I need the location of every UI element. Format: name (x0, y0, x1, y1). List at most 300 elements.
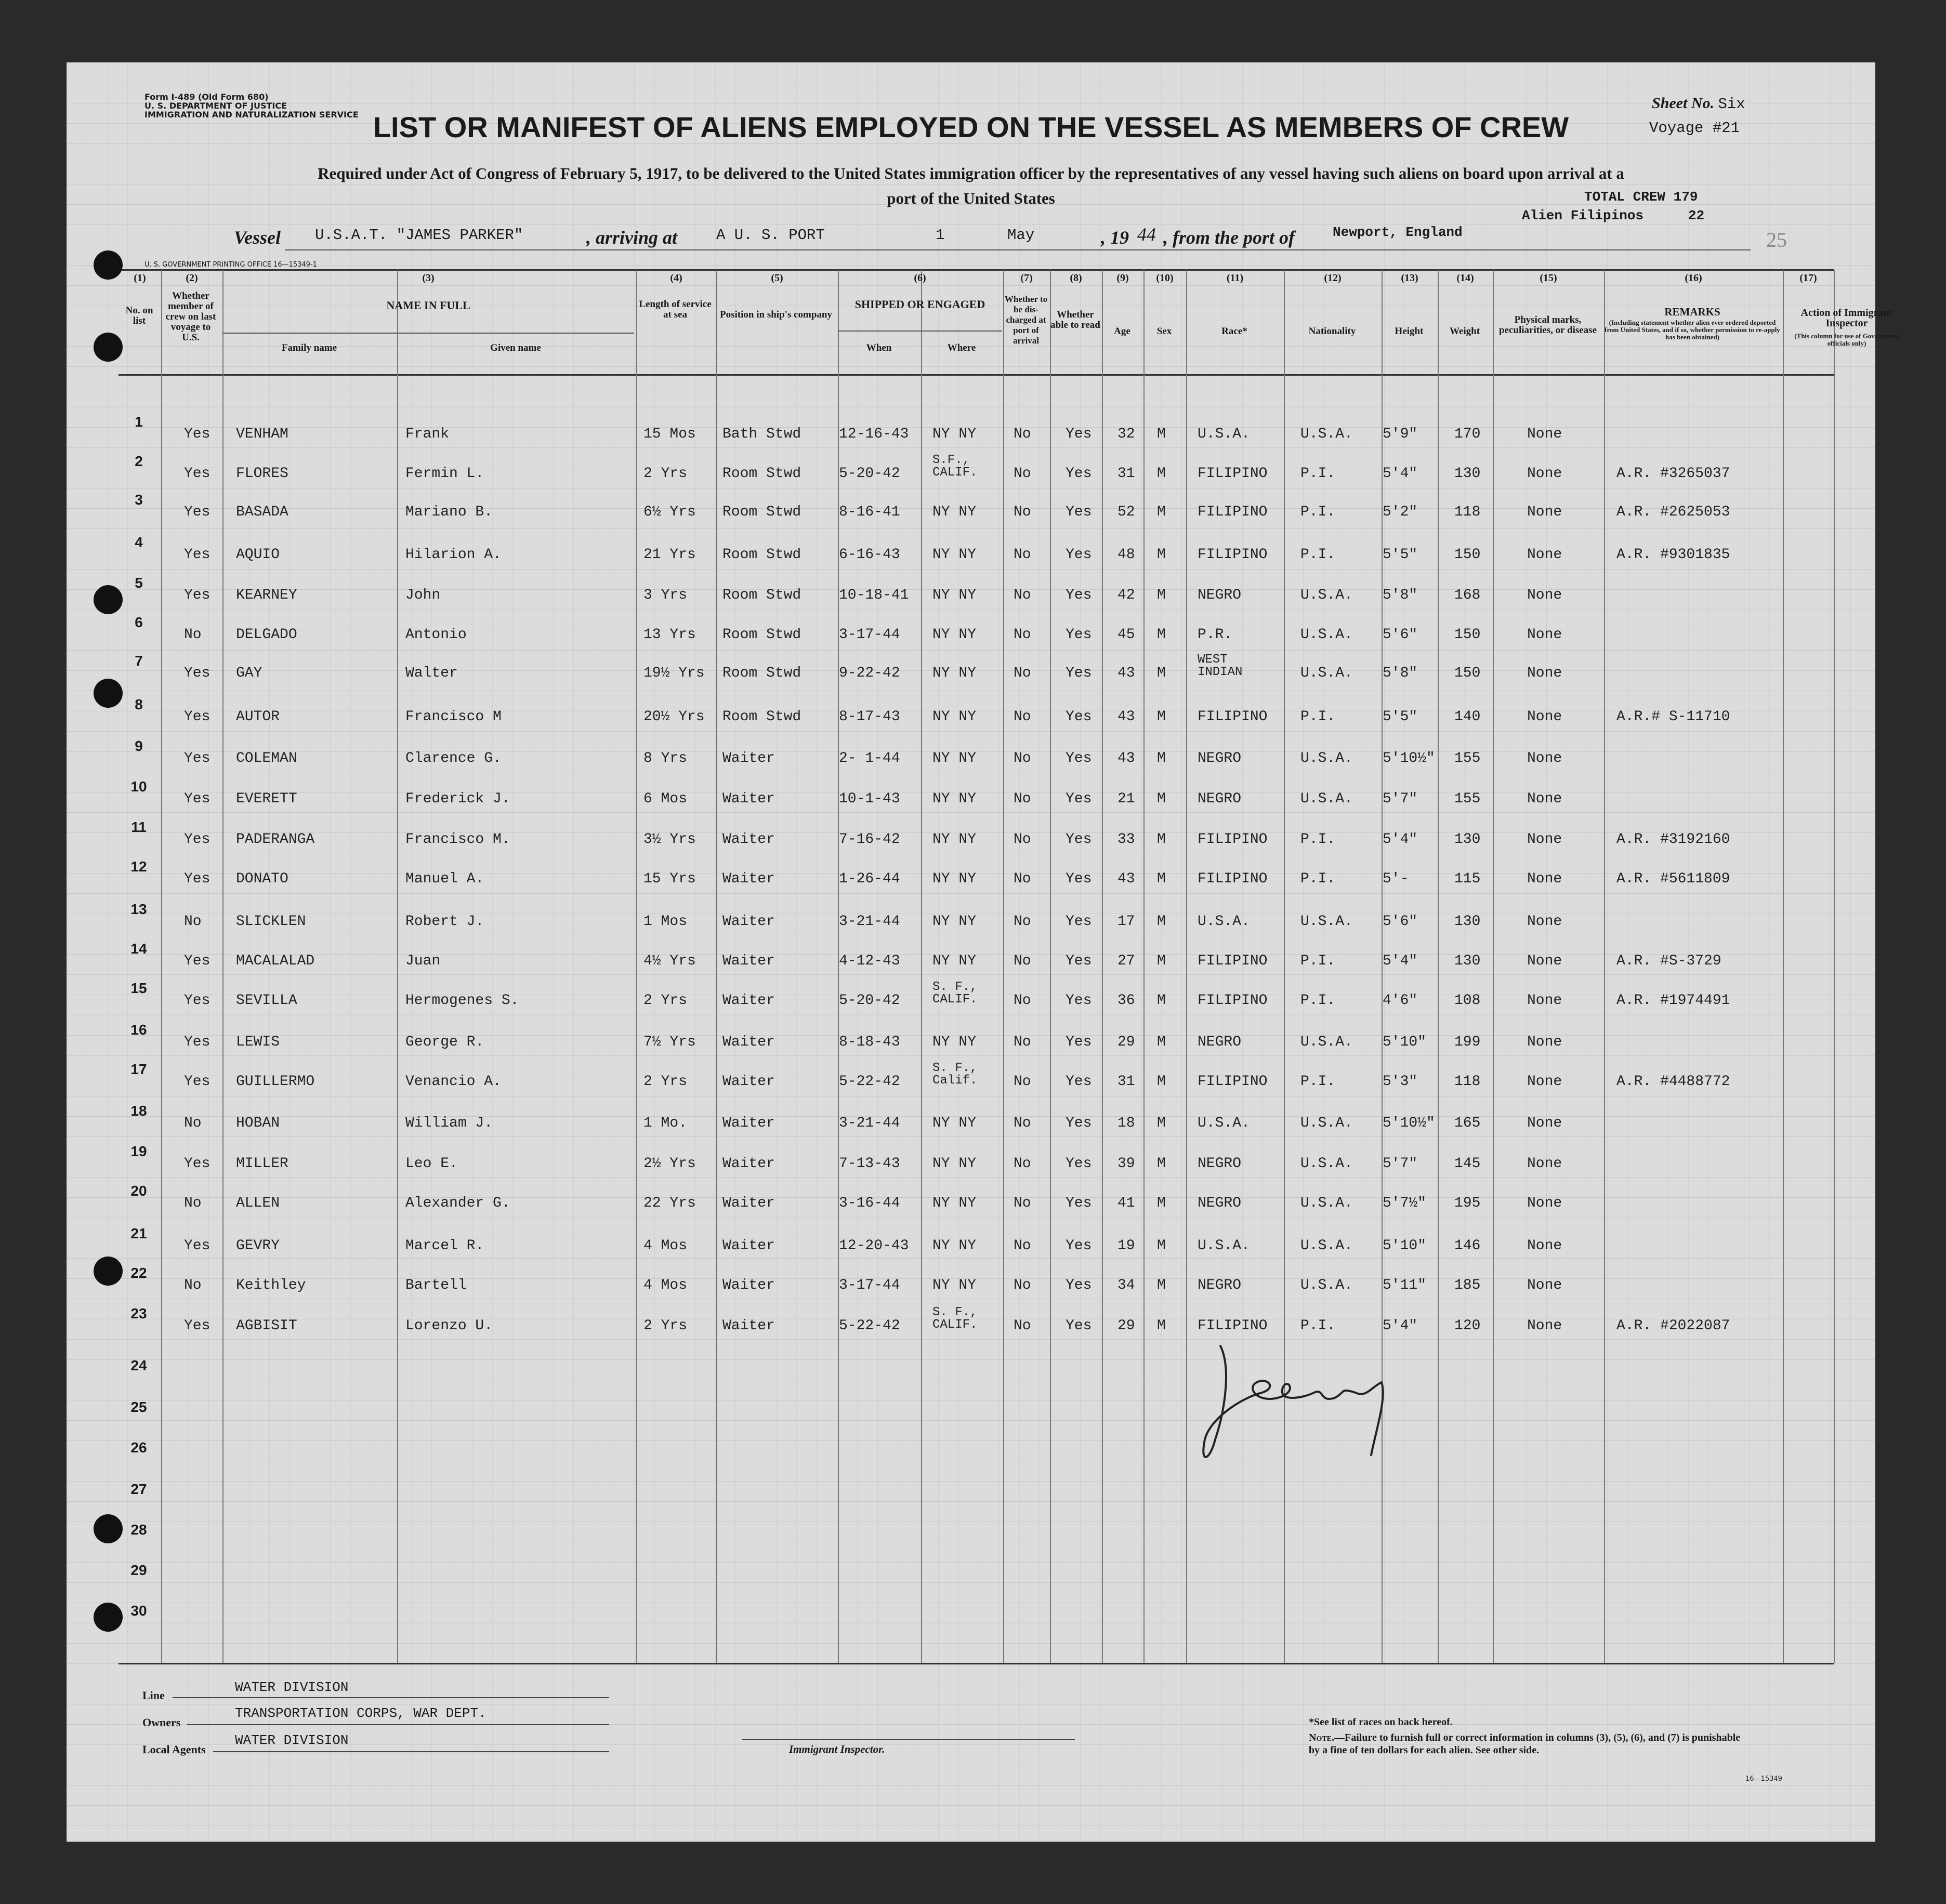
discharged-cell: No (1014, 1277, 1031, 1293)
binder-hole (94, 679, 123, 708)
age-cell: 33 (1117, 831, 1135, 848)
agents-value: WATER DIVISION (235, 1733, 349, 1748)
physical-marks-cell: None (1527, 547, 1562, 563)
sex-cell: M (1157, 1277, 1166, 1293)
nationality-cell: U.S.A. (1300, 587, 1353, 603)
discharged-cell: No (1014, 953, 1031, 969)
column-divider (1102, 270, 1103, 1663)
shipped-when-cell: 7-13-43 (839, 1156, 900, 1172)
given-name-cell: Hilarion A. (405, 547, 502, 563)
weight-cell: 168 (1454, 587, 1481, 603)
nationality-cell: P.I. (1300, 466, 1336, 482)
nationality-cell: P.I. (1300, 709, 1336, 725)
fine-note-label: Note. (1309, 1732, 1335, 1743)
remarks-cell: A.R. #S-3729 (1616, 953, 1721, 969)
empty-row-number: 28 (130, 1522, 147, 1538)
position-cell: Waiter (722, 953, 775, 969)
discharged-cell: No (1014, 831, 1031, 848)
race-note: *See list of races on back hereof. (1309, 1716, 1453, 1728)
nationality-cell: P.I. (1300, 953, 1336, 969)
shipped-where-cell: S. F., Calif. (932, 1061, 978, 1088)
weight-cell: 120 (1454, 1318, 1481, 1334)
age-cell: 31 (1117, 1074, 1135, 1090)
member-cell: Yes (184, 587, 211, 603)
race-cell: FILIPINO (1198, 1318, 1268, 1334)
race-cell: WEST INDIAN (1198, 653, 1243, 679)
subtitle-line1: Required under Act of Congress of February 5, 1917, to be delivered to the United States immigration officer by the representatives of any vessel having such aliens on board upon arrival at a (318, 164, 1624, 182)
weight-cell: 130 (1454, 466, 1481, 482)
discharged-cell: No (1014, 1034, 1031, 1050)
able-to-read-cell: Yes (1066, 791, 1092, 807)
column-divider (1493, 270, 1494, 1663)
owners-label: Owners (142, 1716, 181, 1729)
given-name-cell: Venancio A. (405, 1074, 502, 1090)
sex-cell: M (1157, 993, 1166, 1009)
nationality-cell: U.S.A. (1300, 1156, 1353, 1172)
shipped-when-cell: 3-21-44 (839, 1115, 900, 1131)
member-cell: No (184, 1277, 202, 1293)
member-cell: Yes (184, 791, 211, 807)
given-name-cell: Alexander G. (405, 1195, 510, 1211)
age-cell: 48 (1117, 547, 1135, 563)
age-cell: 27 (1117, 953, 1135, 969)
discharged-cell: No (1014, 993, 1031, 1009)
weight-cell: 146 (1454, 1238, 1481, 1254)
header-when: When (866, 342, 892, 353)
from-port: Newport, England (1333, 224, 1463, 240)
able-to-read-cell: Yes (1066, 993, 1092, 1009)
discharged-cell: No (1014, 627, 1031, 643)
sex-cell: M (1157, 426, 1166, 442)
length-of-service-cell: 7½ Yrs (643, 1034, 696, 1050)
physical-marks-cell: None (1527, 1115, 1562, 1131)
shipped-where-cell: NY NY (932, 547, 977, 563)
physical-marks-cell: None (1527, 1034, 1562, 1050)
given-name-cell: Frederick J. (405, 791, 510, 807)
nationality-cell: P.I. (1300, 1074, 1336, 1090)
header-no: No. on list (125, 305, 153, 326)
physical-marks-cell: None (1527, 791, 1562, 807)
discharged-cell: No (1014, 426, 1031, 442)
sheet-value: Six (1718, 96, 1745, 113)
nationality-cell: U.S.A. (1300, 1195, 1353, 1211)
physical-marks-cell: None (1527, 914, 1562, 930)
family-name-cell: KEARNEY (236, 587, 297, 603)
length-of-service-cell: 8 Yrs (643, 750, 688, 766)
weight-cell: 140 (1454, 709, 1481, 725)
row-number: 21 (130, 1225, 147, 1241)
header-race: Race* (1221, 326, 1247, 337)
remarks-cell: A.R. #3192160 (1616, 831, 1730, 848)
discharged-cell: No (1014, 1156, 1031, 1172)
age-cell: 36 (1117, 993, 1135, 1009)
row-number: 15 (130, 980, 147, 996)
header-discharged: Whether to be dis-charged at port of arrival (1004, 294, 1048, 346)
sheet-label: Sheet No. (1652, 95, 1714, 112)
height-cell: 5'- (1383, 871, 1409, 887)
column-number: (10) (1156, 272, 1174, 284)
height-cell: 5'2" (1383, 504, 1418, 520)
able-to-read-cell: Yes (1066, 466, 1092, 482)
printing-office: U. S. GOVERNMENT PRINTING OFFICE 16—15349-1 (144, 261, 317, 269)
shipped-when-cell: 5-20-42 (839, 993, 900, 1009)
able-to-read-cell: Yes (1066, 627, 1092, 643)
race-cell: FILIPINO (1198, 504, 1268, 520)
nationality-cell: U.S.A. (1300, 1238, 1353, 1254)
member-cell: Yes (184, 1034, 211, 1050)
discharged-cell: No (1014, 1074, 1031, 1090)
column-number: (4) (670, 272, 682, 284)
weight-cell: 195 (1454, 1195, 1481, 1211)
position-cell: Waiter (722, 1195, 775, 1211)
able-to-read-cell: Yes (1066, 1238, 1092, 1254)
weight-cell: 130 (1454, 831, 1481, 848)
race-cell: NEGRO (1198, 791, 1242, 807)
weight-cell: 108 (1454, 993, 1481, 1009)
family-name-cell: Keithley (236, 1277, 306, 1293)
sex-cell: M (1157, 1238, 1166, 1254)
height-cell: 5'8" (1383, 587, 1418, 603)
age-cell: 43 (1117, 871, 1135, 887)
sex-cell: M (1157, 1156, 1166, 1172)
row-number: 1 (135, 414, 143, 430)
nationality-cell: U.S.A. (1300, 791, 1353, 807)
family-name-cell: HOBAN (236, 1115, 280, 1131)
position-cell: Room Stwd (722, 627, 801, 643)
given-name-cell: Antonio (405, 627, 467, 643)
nationality-cell: U.S.A. (1300, 665, 1353, 681)
member-cell: Yes (184, 504, 211, 520)
shipped-where-cell: S. F., CALIF. (932, 980, 978, 1007)
able-to-read-cell: Yes (1066, 750, 1092, 766)
position-cell: Waiter (722, 914, 775, 930)
header-bottom-rule (119, 374, 1834, 376)
member-cell: Yes (184, 1318, 211, 1334)
column-divider (921, 270, 922, 1663)
given-name-cell: Frank (405, 426, 450, 442)
physical-marks-cell: None (1527, 426, 1562, 442)
sex-cell: M (1157, 914, 1166, 930)
manifest-sheet (67, 62, 1899, 1842)
row-number: 7 (135, 653, 143, 669)
age-cell: 43 (1117, 709, 1135, 725)
inspector-signature (1200, 1336, 1439, 1491)
position-cell: Waiter (722, 871, 775, 887)
empty-row-number: 27 (130, 1481, 147, 1497)
physical-marks-cell: None (1527, 831, 1562, 848)
page-title: LIST OR MANIFEST OF ALIENS EMPLOYED ON THE VESSEL AS MEMBERS OF CREW (373, 111, 1569, 143)
physical-marks-cell: None (1527, 750, 1562, 766)
shipped-when-cell: 8-17-43 (839, 709, 900, 725)
given-name-cell: Mariano B. (405, 504, 493, 520)
able-to-read-cell: Yes (1066, 914, 1092, 930)
header-weight: Weight (1449, 326, 1480, 337)
age-cell: 29 (1117, 1034, 1135, 1050)
shipped-when-cell: 3-16-44 (839, 1195, 900, 1211)
form-number: Form I-489 (Old Form 680) (144, 92, 269, 102)
position-cell: Room Stwd (722, 466, 801, 482)
column-number: (3) (422, 272, 435, 284)
shipped-when-cell: 8-16-41 (839, 504, 900, 520)
race-cell: NEGRO (1198, 750, 1242, 766)
owners-rule (187, 1724, 609, 1725)
column-number: (1) (134, 272, 146, 284)
row-number: 8 (135, 696, 143, 712)
given-name-cell: George R. (405, 1034, 484, 1050)
member-cell: No (184, 1195, 202, 1211)
height-cell: 5'4" (1383, 831, 1418, 848)
sex-cell: M (1157, 665, 1166, 681)
shipped-when-cell: 12-20-43 (839, 1238, 909, 1254)
length-of-service-cell: 21 Yrs (643, 547, 696, 563)
shipped-where-cell: NY NY (932, 1238, 977, 1254)
race-cell: P.R. (1198, 627, 1233, 643)
weight-cell: 130 (1454, 914, 1481, 930)
race-cell: U.S.A. (1198, 1115, 1250, 1131)
column-number: (5) (771, 272, 783, 284)
length-of-service-cell: 4 Mos (643, 1277, 688, 1293)
line-label: Line (142, 1689, 165, 1702)
race-cell: FILIPINO (1198, 831, 1268, 848)
discharged-cell: No (1014, 1318, 1031, 1334)
nationality-cell: U.S.A. (1300, 1115, 1353, 1131)
nationality-cell: U.S.A. (1300, 914, 1353, 930)
row-number: 9 (135, 738, 143, 754)
race-cell: NEGRO (1198, 1277, 1242, 1293)
sex-cell: M (1157, 504, 1166, 520)
shipped-where-cell: S.F., CALIF. (932, 453, 978, 480)
header-position: Position in ship's company (720, 309, 832, 320)
header-remarks: REMARKS (1664, 306, 1720, 318)
physical-marks-cell: None (1527, 709, 1562, 725)
row-number: 20 (130, 1183, 147, 1199)
sex-cell: M (1157, 587, 1166, 603)
family-name-cell: MILLER (236, 1156, 288, 1172)
shipped-where-cell: NY NY (932, 791, 977, 807)
member-cell: Yes (184, 993, 211, 1009)
header-family-name: Family name (281, 342, 337, 353)
race-cell: NEGRO (1198, 1195, 1242, 1211)
remarks-cell: A.R. #3265037 (1616, 466, 1730, 482)
race-cell: FILIPINO (1198, 709, 1268, 725)
shipped-where-cell: NY NY (932, 1156, 977, 1172)
weight-cell: 185 (1454, 1277, 1481, 1293)
empty-row-number: 29 (130, 1562, 147, 1578)
nationality-cell: P.I. (1300, 547, 1336, 563)
member-cell: Yes (184, 547, 211, 563)
height-cell: 5'7" (1383, 791, 1418, 807)
nationality-cell: U.S.A. (1300, 627, 1353, 643)
member-cell: Yes (184, 1156, 211, 1172)
empty-row-number: 25 (130, 1399, 147, 1415)
column-number: (9) (1116, 272, 1129, 284)
member-cell: Yes (184, 466, 211, 482)
family-name-cell: ALLEN (236, 1195, 280, 1211)
nationality-cell: U.S.A. (1300, 426, 1353, 442)
discharged-cell: No (1014, 1195, 1031, 1211)
race-cell: U.S.A. (1198, 914, 1250, 930)
inspector-rule (742, 1739, 1075, 1740)
age-cell: 21 (1117, 791, 1135, 807)
length-of-service-cell: 3 Yrs (643, 587, 688, 603)
age-cell: 31 (1117, 466, 1135, 482)
column-number: (2) (186, 272, 198, 284)
member-cell: No (184, 1115, 202, 1131)
able-to-read-cell: Yes (1066, 831, 1092, 848)
length-of-service-cell: 4½ Yrs (643, 953, 696, 969)
member-cell: Yes (184, 426, 211, 442)
family-name-cell: LEWIS (236, 1034, 280, 1050)
row-number: 19 (130, 1143, 147, 1159)
column-divider (397, 270, 398, 1663)
member-cell: Yes (184, 665, 211, 681)
physical-marks-cell: None (1527, 665, 1562, 681)
age-cell: 39 (1117, 1156, 1135, 1172)
discharged-cell: No (1014, 504, 1031, 520)
race-cell: FILIPINO (1198, 871, 1268, 887)
height-cell: 5'3" (1383, 1074, 1418, 1090)
age-cell: 43 (1117, 665, 1135, 681)
given-name-cell: Francisco M (405, 709, 502, 725)
column-divider (161, 270, 162, 1663)
shipped-where-cell: NY NY (932, 871, 977, 887)
sex-cell: M (1157, 1318, 1166, 1334)
family-name-cell: DELGADO (236, 627, 297, 643)
physical-marks-cell: None (1527, 587, 1562, 603)
column-divider (1143, 270, 1145, 1663)
given-name-cell: Marcel R. (405, 1238, 484, 1254)
race-cell: U.S.A. (1198, 1238, 1250, 1254)
arrival-month: May (1007, 227, 1035, 244)
length-of-service-cell: 4 Mos (643, 1238, 688, 1254)
header-height: Height (1395, 326, 1424, 337)
family-name-cell: GAY (236, 665, 262, 681)
alien-filipinos-label: Alien Filipinos (1522, 208, 1644, 223)
able-to-read-cell: Yes (1066, 1318, 1092, 1334)
nationality-cell: P.I. (1300, 871, 1336, 887)
header-sex: Sex (1156, 326, 1172, 337)
empty-row-number: 30 (130, 1603, 147, 1619)
row-number: 13 (130, 901, 147, 917)
row-number: 14 (130, 941, 147, 957)
given-name-cell: William J. (405, 1115, 493, 1131)
row-number: 11 (131, 819, 147, 835)
age-cell: 18 (1117, 1115, 1135, 1131)
given-name-cell: Juan (405, 953, 441, 969)
column-number: (7) (1020, 272, 1033, 284)
shipped-when-cell: 8-18-43 (839, 1034, 900, 1050)
discharged-cell: No (1014, 1238, 1031, 1254)
column-divider (1186, 270, 1187, 1663)
shipped-when-cell: 3-17-44 (839, 627, 900, 643)
agents-rule (213, 1751, 609, 1752)
sex-cell: M (1157, 1074, 1166, 1090)
position-cell: Waiter (722, 1115, 775, 1131)
arrival-year: 44 (1137, 224, 1156, 245)
age-cell: 41 (1117, 1195, 1135, 1211)
total-crew: TOTAL CREW 179 (1584, 189, 1698, 205)
position-cell: Waiter (722, 993, 775, 1009)
length-of-service-cell: 22 Yrs (643, 1195, 696, 1211)
remarks-cell: A.R.# S-11710 (1616, 709, 1730, 725)
header-physical-marks: Physical marks, peculiarities, or disease (1498, 314, 1597, 336)
service: IMMIGRATION AND NATURALIZATION SERVICE (144, 110, 359, 120)
discharged-cell: No (1014, 791, 1031, 807)
column-number: (12) (1324, 272, 1342, 284)
physical-marks-cell: None (1527, 627, 1562, 643)
shipped-when-cell: 12-16-43 (839, 426, 909, 442)
discharged-cell: No (1014, 665, 1031, 681)
physical-marks-cell: None (1527, 953, 1562, 969)
row-number: 2 (135, 453, 143, 469)
owners-value: TRANSPORTATION CORPS, WAR DEPT. (235, 1705, 487, 1721)
length-of-service-cell: 15 Yrs (643, 871, 696, 887)
shipped-when-cell: 5-22-42 (839, 1074, 900, 1090)
row-number: 22 (130, 1265, 147, 1281)
nationality-cell: U.S.A. (1300, 1277, 1353, 1293)
given-name-cell: Manuel A. (405, 871, 484, 887)
header-action-note: (This column for use of Government officials only) (1794, 332, 1899, 347)
family-name-cell: EVERETT (236, 791, 297, 807)
sex-cell: M (1157, 871, 1166, 887)
sex-cell: M (1157, 709, 1166, 725)
able-to-read-cell: Yes (1066, 504, 1092, 520)
sex-cell: M (1157, 627, 1166, 643)
shipped-where-cell: NY NY (932, 709, 977, 725)
able-to-read-cell: Yes (1066, 1115, 1092, 1131)
remarks-cell: A.R. #2625053 (1616, 504, 1730, 520)
shipped-when-cell: 9-22-42 (839, 665, 900, 681)
physical-marks-cell: None (1527, 1277, 1562, 1293)
shipped-where-cell: NY NY (932, 953, 977, 969)
remarks-cell: A.R. #5611809 (1616, 871, 1730, 887)
height-cell: 5'5" (1383, 709, 1418, 725)
shipped-where-cell: NY NY (932, 750, 977, 766)
shipped-where-cell: NY NY (932, 914, 977, 930)
length-of-service-cell: 1 Mo. (643, 1115, 688, 1131)
shipped-where-cell: NY NY (932, 1115, 977, 1131)
race-cell: NEGRO (1198, 587, 1242, 603)
print-code: 16—15349 (1745, 1775, 1782, 1783)
discharged-cell: No (1014, 750, 1031, 766)
physical-marks-cell: None (1527, 1156, 1562, 1172)
binder-hole (94, 1514, 123, 1543)
physical-marks-cell: None (1527, 504, 1562, 520)
row-number: 5 (135, 575, 143, 591)
header-action: Action of Immigrant Inspector (1800, 307, 1893, 329)
length-of-service-cell: 20½ Yrs (643, 709, 705, 725)
height-cell: 5'4" (1383, 953, 1418, 969)
header-age: Age (1114, 326, 1130, 337)
fine-note-text: —Failure to furnish full or correct information in columns (3), (5), (6), and (7) is punishable by a fine of ten dollars for each alien. See other side. (1309, 1732, 1741, 1756)
shipped-header-rule (838, 330, 1002, 332)
member-cell: Yes (184, 1238, 211, 1254)
family-name-cell: BASADA (236, 504, 288, 520)
row-number: 3 (135, 492, 143, 508)
shipped-where-cell: NY NY (932, 1034, 977, 1050)
age-cell: 34 (1117, 1277, 1135, 1293)
year-prefix: , 19 (1101, 227, 1129, 248)
table-bottom-rule (119, 1663, 1834, 1664)
member-cell: Yes (184, 831, 211, 848)
line-rule (173, 1697, 609, 1698)
length-of-service-cell: 2 Yrs (643, 1074, 688, 1090)
weight-cell: 150 (1454, 627, 1481, 643)
age-cell: 52 (1117, 504, 1135, 520)
column-divider (636, 270, 637, 1663)
physical-marks-cell: None (1527, 1074, 1562, 1090)
header-length-of-service: Length of service at sea (639, 299, 712, 320)
